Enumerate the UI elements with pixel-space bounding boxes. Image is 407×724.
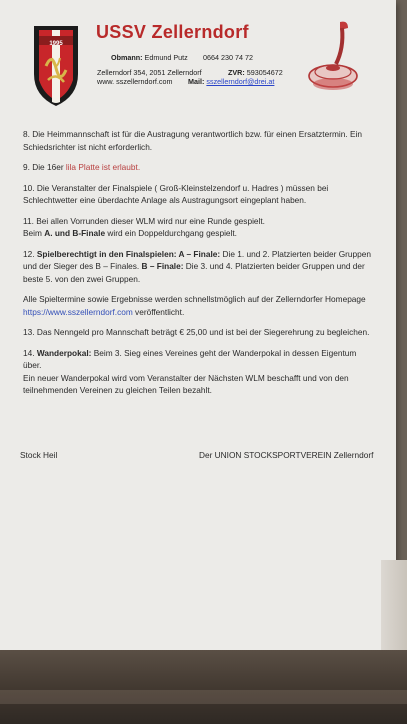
rule-9-highlight: lila Platte ist erlaubt. [65, 162, 141, 172]
floor-background [0, 650, 407, 724]
rule-14-num: 14. [23, 347, 37, 358]
homepage-link[interactable]: https://www.sszellerndorf.com [23, 306, 133, 317]
rule-10: 10. Die Veranstalter der Finalspiele ( Groß-Kleinstelzendorf u. Hadres ) müssen bei Schlechtwetter eine überdachte Anlage als Austragungsort eingeplant haben. [23, 182, 329, 205]
obmann-name: Edmund Putz [144, 53, 188, 62]
results-note-prefix: Alle Spieltermine sowie Ergebnisse werden schnellstmöglich auf der Zellerndorfer Homepage [23, 294, 366, 304]
zvr-number: 593054672 [246, 68, 283, 77]
rule-9-text: 9. Die 16er [23, 162, 66, 172]
address-line: Zellerndorf 354, 2051 Zellerndorf [97, 68, 202, 77]
obmann-label: Obmann: [111, 53, 143, 62]
rules-body [23, 128, 373, 405]
rule-11-line1: 11. Bei allen Vorrunden dieser WLM wird nur eine Runde gespielt. [23, 215, 265, 226]
closing-club: Der UNION STOCKSPORTVEREIN Zellerndorf [199, 450, 374, 460]
results-note [23, 293, 373, 318]
zvr-label: ZVR: [228, 68, 245, 77]
eisstock-icon [306, 18, 364, 98]
rule-13: 13. Das Nenngeld pro Mannschaft beträgt € 25,00 und ist bei der Siegerehrung zu begleichen. [23, 327, 370, 337]
rule-8: 8. Die Heimmannschaft ist für die Austragung verantwortlich bzw. für einen Ersatztermin. Ein Schiedsrichter ist nicht erforderlich. [23, 129, 362, 152]
rule-12-text-b: Die 3. und 4. Platzierten beider Gruppen und der beste 5. von den zwei Gruppen. [23, 261, 365, 284]
results-note-suffix: veröffentlicht. [132, 306, 185, 317]
obmann-line [111, 53, 188, 62]
mail-label: Mail: [188, 77, 205, 86]
rule-12 [23, 248, 373, 286]
rule-11 [23, 215, 373, 240]
mail-link[interactable]: sszellerndorf@drei.at [206, 77, 275, 86]
mail-line [188, 77, 274, 86]
website-line[interactable]: www. sszellerndorf.com [97, 77, 173, 86]
floor-stripe [0, 690, 407, 704]
crest-year: 1995 [49, 41, 63, 47]
rule-12-text-a: Die 1. und 2. Platzierten beider Gruppen und der Sieger des B – Finales. [23, 248, 372, 271]
rule-11-line2-prefix: Beim [23, 228, 45, 238]
rule-14-bold: Wanderpokal: [36, 347, 92, 358]
rule-11-line2-suffix: wird ein Doppeldurchgang gespielt. [105, 228, 237, 238]
rule-14 [23, 347, 373, 397]
paper-corner-fold [381, 560, 407, 655]
zvr-line [228, 68, 283, 77]
rule-14-text: Beim 3. Sieg eines Vereines geht der Wanderpokal in dessen Eigentum über. [23, 347, 357, 370]
rule-12-num: 12. [23, 248, 37, 259]
rule-14-line2: Ein neuer Wanderpokal wird vom Veranstalter der Nächsten WLM beschafft und von den teilnehmenden Vereinen zu gleichen Teilen bezahlt. [23, 372, 349, 395]
rule-11-bold: A. und B-Finale [44, 228, 106, 238]
club-crest-logo [30, 22, 82, 108]
rule-12-bold-b: B – Finale: [141, 261, 184, 271]
closing-greeting: Stock Heil [20, 450, 58, 460]
phone-number: 0664 230 74 72 [203, 53, 253, 62]
rule-9 [23, 161, 373, 174]
club-name: USSV Zellerndorf [96, 22, 249, 42]
rule-12-bold-a: Spielberechtigt in den Finalspielen: A – Finale: [36, 248, 221, 259]
